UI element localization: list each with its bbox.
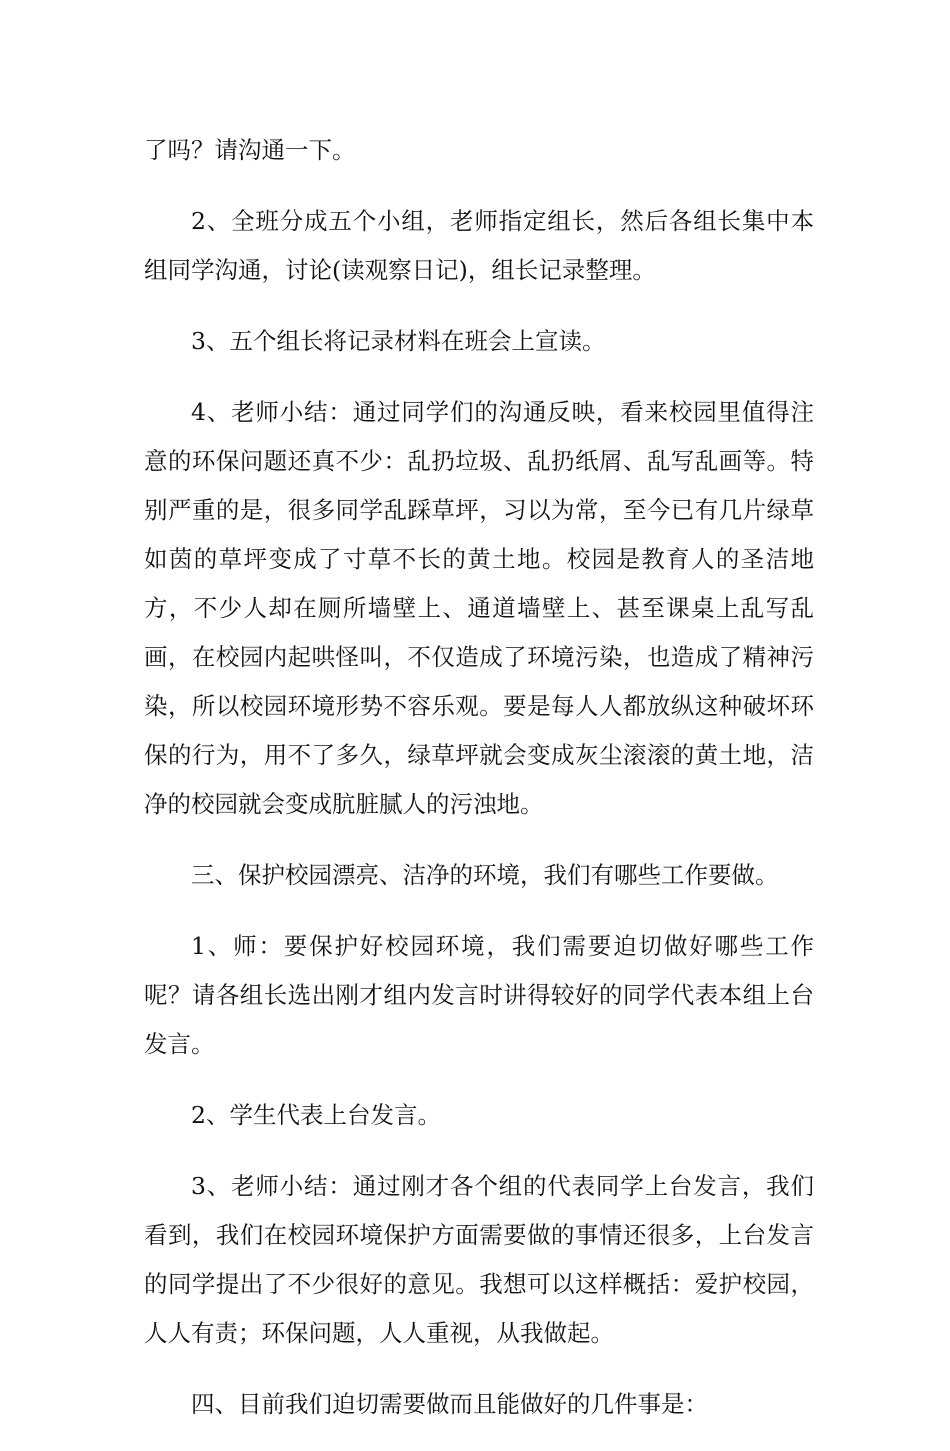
- paragraph-item-4-teacher-summary: 4、老师小结：通过同学们的沟通反映，看来校园里值得注意的环保问题还真不少：乱扔垃圾、乱扔纸屑、乱写乱画等。特别严重的是，很多同学乱踩草坪，习以为常，至今已有几片绿草如茵的草坪变成了寸草不长的黄土地。校园是教育人的圣洁地方，不少人却在厕所墙壁上、通道墙壁上、甚至课桌上乱写乱画，在校园内起哄怪叫，不仅造成了环境污染，也造成了精神污染，所以校园环境形势不容乐观。要是每人人都放纵这种破坏环保的行为，用不了多久，绿草坪就会变成灰尘滚滚的黄土地，洁净的校园就会变成肮脏腻人的污浊地。: [144, 398, 814, 818]
- paragraph-item-1-teacher: 1、师：要保护好校园环境，我们需要迫切做好哪些工作呢？请各组长选出刚才组内发言时讲得较好的同学代表本组上台发言。: [144, 932, 814, 1058]
- paragraph-item-2-grouping: 2、全班分成五个小组，老师指定组长，然后各组长集中本组同学沟通，讨论(读观察日记)，组长记录整理。: [144, 207, 814, 284]
- paragraph-item-3-teacher-summary: 3、老师小结：通过刚才各个组的代表同学上台发言，我们看到，我们在校园环境保护方面需要做的事情还很多，上台发言的同学提出了不少很好的意见。我想可以这样概括：爱护校园，人人有责；环保问题，人人重视，从我做起。: [144, 1172, 814, 1347]
- paragraph-item-2-student-speech: 2、学生代表上台发言。: [191, 1101, 441, 1129]
- paragraph-section-3-heading: 三、保护校园漂亮、洁净的环境，我们有哪些工作要做。: [191, 861, 779, 889]
- paragraph-continuation: 了吗？请沟通一下。: [144, 136, 356, 164]
- paragraph-item-3-reading: 3、五个组长将记录材料在班会上宣读。: [191, 327, 606, 355]
- paragraph-section-4-heading: 四、目前我们迫切需要做而且能做好的几件事是：: [191, 1390, 708, 1418]
- document-body: [144, 126, 814, 1451]
